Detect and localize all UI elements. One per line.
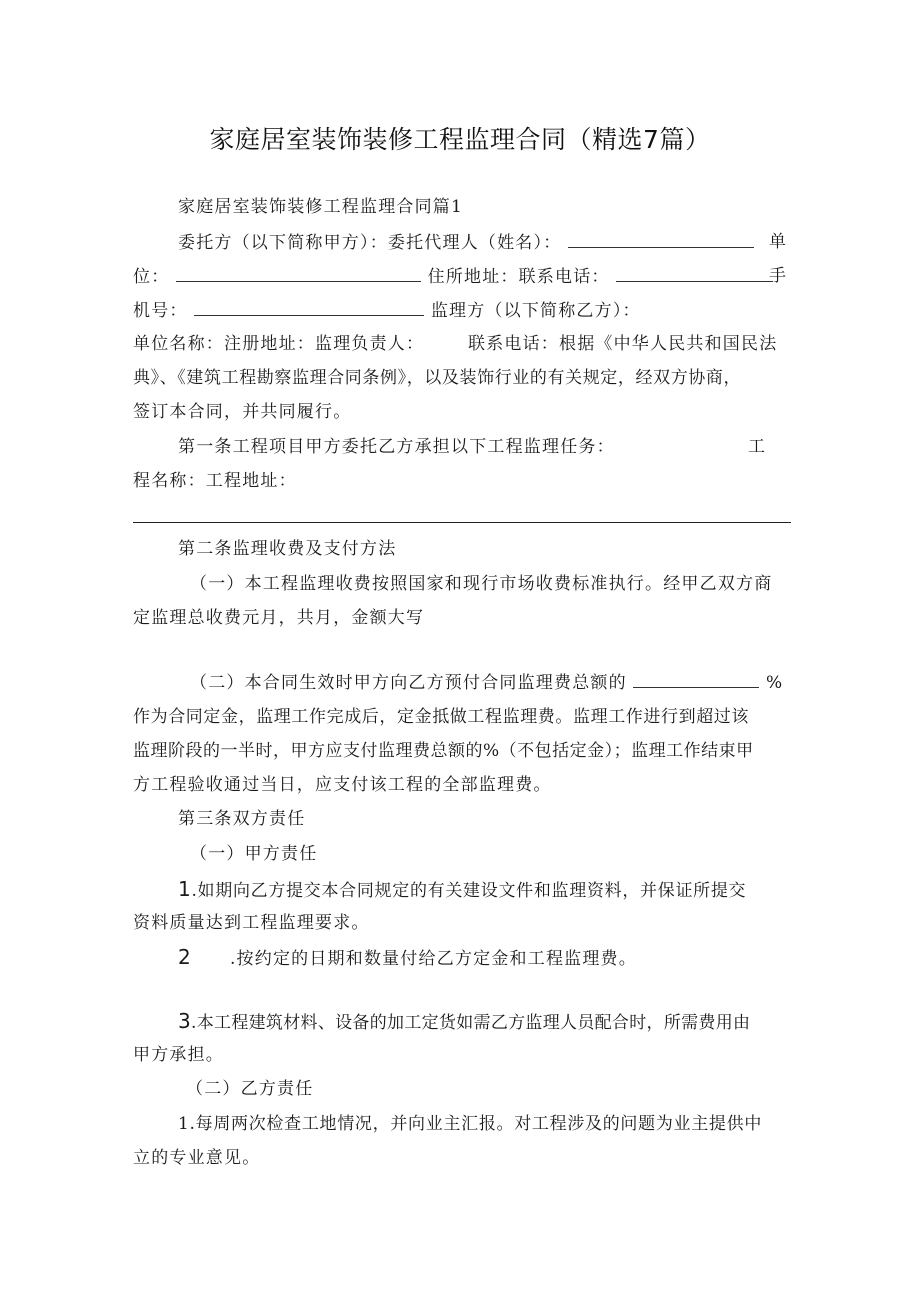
parties-line-6: 签订本合同，并共同履行。 bbox=[133, 402, 352, 422]
article2-heading: 第二条监理收费及支付方法 bbox=[178, 539, 397, 559]
parties-line-3 bbox=[133, 298, 641, 323]
parties-line-2-end: 手 bbox=[769, 266, 788, 286]
phone-blank bbox=[616, 264, 773, 282]
parties-line-5: 典》、《建筑工程勘察监理合同条例》，以及装饰行业的有关规定，经双方协商， bbox=[133, 368, 742, 388]
mobile-blank bbox=[194, 298, 424, 316]
unit-label: 位： bbox=[133, 267, 170, 287]
unit-blank bbox=[176, 264, 421, 282]
article2-p2-line-1 bbox=[190, 670, 783, 695]
item-text: .如期向乙方提交本合同规定的有关建设文件和监理资料，并保证所提交 bbox=[191, 881, 747, 901]
party-a-item-2 bbox=[178, 945, 637, 971]
document-title: 家庭居室装饰装修工程监理合同（精选7篇） bbox=[209, 125, 711, 154]
article2-p1-line-1: （一）本工程监理收费按照国家和现行市场收费标准执行。经甲乙双方商 bbox=[190, 574, 773, 594]
article2-p2-line-2: 作为合同定金，监理工作完成后，定金抵做工程监理费。监理工作进行到超过该 bbox=[133, 707, 749, 727]
parties-line-2 bbox=[133, 264, 773, 289]
party-a-item-1-line-1 bbox=[178, 877, 746, 903]
party-a-heading: （一）甲方责任 bbox=[190, 844, 318, 864]
party-b-item-1-line-2: 立的专业意见。 bbox=[133, 1148, 261, 1168]
divider-rule bbox=[133, 522, 791, 523]
article2-p1-line-2: 定监理总收费元月，共月，金额大写 bbox=[133, 608, 425, 628]
party-a-item-3-line-1 bbox=[178, 1009, 750, 1035]
item-text: .按约定的日期和数量付给乙方定金和工程监理费。 bbox=[229, 949, 637, 969]
article3-heading: 第三条双方责任 bbox=[178, 809, 306, 829]
party-b-heading: （二）乙方责任 bbox=[186, 1079, 314, 1099]
parties-line-1 bbox=[178, 230, 754, 255]
party-a-item-3-line-2: 甲方承担。 bbox=[133, 1045, 224, 1065]
parties-line-4: 单位名称：注册地址：监理负责人： bbox=[133, 334, 425, 354]
percent-sign: % bbox=[766, 673, 784, 693]
client-label: 委托方（以下简称甲方）：委托代理人（姓名）： bbox=[178, 233, 562, 253]
item-number: 3 bbox=[178, 1009, 192, 1033]
item-number: 2 bbox=[178, 945, 192, 969]
mobile-label: 机号： bbox=[133, 301, 188, 321]
item-text: .本工程建筑材料、设备的加工定货如需乙方监理人员配合时，所需费用由 bbox=[191, 1013, 751, 1033]
article2-p2-line-4: 方工程验收通过当日，应支付该工程的全部监理费。 bbox=[133, 775, 552, 795]
article2-p2-line-3: 监理阶段的一半时，甲方应支付监理费总额的%（不包括定金）；监理工作结束甲 bbox=[133, 741, 754, 761]
article1-line-2: 程名称：工程地址： bbox=[133, 471, 297, 491]
supervisor-label: 监理方（以下简称乙方）： bbox=[430, 301, 641, 321]
party-a-item-1-line-2: 资料质量达到工程监理要求。 bbox=[133, 913, 370, 933]
party-b-item-1-line-1: 1.每周两次检查工地情况，并向业主汇报。对工程涉及的问题为业主提供中 bbox=[178, 1114, 763, 1134]
article1-line-1: 第一条工程项目甲方委托乙方承担以下工程监理任务： bbox=[178, 437, 615, 457]
agent-name-blank bbox=[568, 230, 754, 248]
address-phone-label: 住所地址：联系电话： bbox=[427, 267, 610, 287]
section-heading: 家庭居室装饰装修工程监理合同篇1 bbox=[178, 197, 464, 217]
parties-line-4-right: 联系电话：根据《中华人民共和国民法 bbox=[468, 334, 778, 354]
prepay-percent-blank bbox=[633, 670, 759, 688]
prepay-label: （二）本合同生效时甲方向乙方预付合同监理费总额的 bbox=[190, 673, 627, 693]
article1-line-1-end: 工 bbox=[748, 437, 767, 457]
item-number: 1 bbox=[178, 877, 192, 901]
parties-line-1-end: 单 bbox=[769, 232, 788, 252]
